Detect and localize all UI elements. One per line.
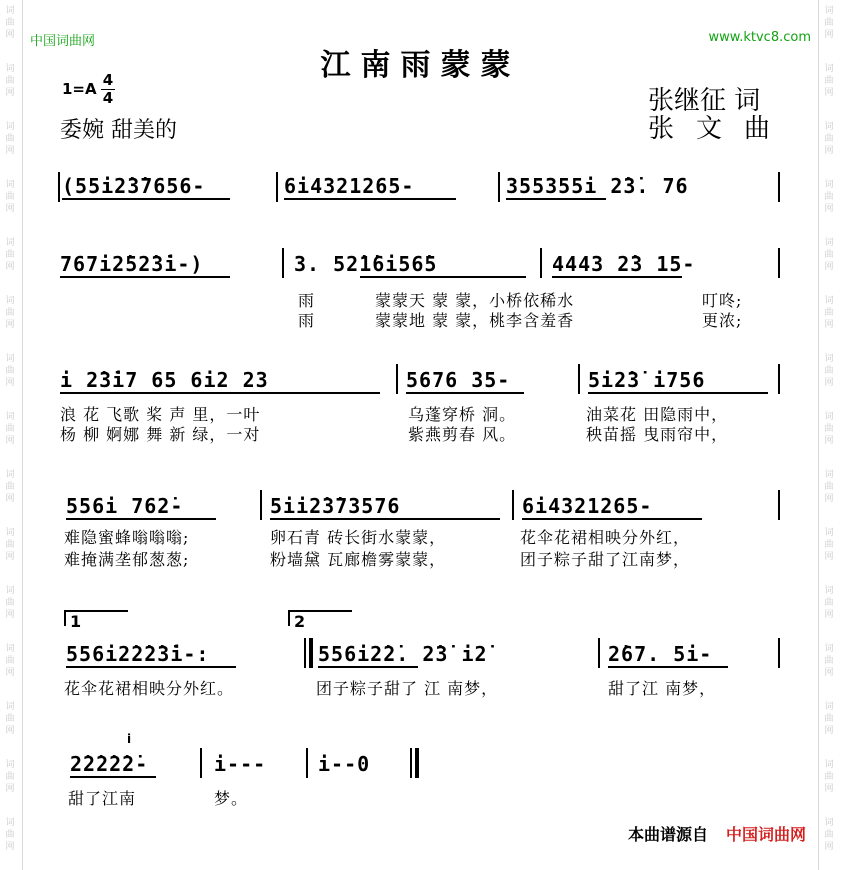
watermark-glyph: 网 [5,378,15,388]
watermark-glyph: 网 [5,784,15,794]
watermark-glyph: 词 [824,528,834,538]
watermark-glyph: 词 [824,296,834,306]
watermark-glyph: 词 [824,180,834,190]
watermark-glyph: 曲 [5,250,15,260]
measure: 556i 762̇- [66,494,184,518]
watermark-glyph: 网 [824,204,834,214]
lyric: 蒙蒙天 蒙 蒙，小桥依稀水 [375,291,575,310]
site-watermark-right[interactable]: www.ktvc8.com [708,30,811,45]
lyric: 粉墙黛 瓦廊檐雾蒙蒙， [270,550,447,569]
watermark-glyph: 词 [5,528,15,538]
watermark-glyph: 曲 [824,250,834,260]
watermark-glyph: 词 [5,6,15,16]
lyric: 杨 柳 婀娜 舞 新 绿，一对 [60,425,261,444]
watermark-glyph: 网 [824,320,834,330]
measure: i--- [214,752,267,776]
watermark-glyph: 曲 [5,656,15,666]
watermark-glyph: 词 [824,354,834,364]
watermark-glyph: 词 [5,296,15,306]
watermark-glyph: 网 [5,726,15,736]
performance-style: 委婉 甜美的 [60,118,177,143]
watermark-glyph: 网 [5,262,15,272]
lyric: 甜了江南 [68,789,137,808]
watermark-glyph: 词 [824,64,834,74]
watermark-glyph: 网 [5,436,15,446]
watermark-glyph: 曲 [5,540,15,550]
measure: 767i2̇52̇3̇i-) [60,252,204,276]
watermark-glyph: 网 [824,668,834,678]
watermark-glyph: 网 [824,494,834,504]
measure: i--0 [318,752,371,776]
watermark-glyph: 曲 [5,714,15,724]
measure: 4443 2̇3 15- [552,252,696,276]
watermark-glyph: 曲 [824,772,834,782]
measure: 5676 35- [406,368,511,392]
watermark-glyph: 网 [824,146,834,156]
watermark-glyph: 曲 [824,134,834,144]
watermark-glyph: 词 [5,644,15,654]
watermark-glyph: 网 [5,320,15,330]
watermark-glyph: 词 [824,412,834,422]
measure: 556i2̇2̇. 2̇3̇ i2̇ [318,642,488,666]
watermark-glyph: 词 [824,586,834,596]
watermark-glyph: 词 [824,644,834,654]
right-watermark-strip [818,0,841,870]
measure: 556i2̇2̇2̇3̇i-: [66,642,210,666]
measure: (55i2̇3̇7656- [62,174,206,198]
measure: 3. 52̇1̇6i56̇5 [294,252,438,276]
lyric: 更浓; [702,311,743,330]
watermark-glyph: 网 [5,88,15,98]
watermark-glyph: 词 [824,818,834,828]
measure: 6i4321265- [522,494,653,518]
key-signature: 1=A [62,80,97,98]
grace-note: i [127,732,132,746]
watermark-glyph: 曲 [5,134,15,144]
watermark-glyph: 曲 [5,192,15,202]
watermark-glyph: 网 [5,668,15,678]
song-title: 江南雨蒙蒙 [320,48,521,83]
left-watermark-strip [0,0,23,870]
watermark-glyph: 词 [824,760,834,770]
watermark-glyph: 网 [824,610,834,620]
lyric: 花伞花裙相映分外红， [520,528,691,547]
watermark-glyph: 词 [824,6,834,16]
watermark-glyph: 词 [5,238,15,248]
composer-credit: 张文曲 [648,114,793,144]
time-top: 4 [102,71,114,89]
watermark-glyph: 曲 [5,308,15,318]
watermark-glyph: 网 [824,436,834,446]
watermark-glyph: 词 [5,702,15,712]
watermark-glyph: 词 [5,470,15,480]
watermark-glyph: 网 [5,842,15,852]
lyric: 浪 花 飞歌 桨 声 里，一叶 [60,405,261,424]
watermark-glyph: 词 [5,122,15,132]
watermark-glyph: 网 [824,726,834,736]
lyric: 卵石青 砖长街水蒙蒙， [270,528,447,547]
watermark-glyph: 词 [824,238,834,248]
watermark-glyph: 网 [824,30,834,40]
lyric: 梦。 [214,789,249,808]
watermark-glyph: 曲 [5,18,15,28]
time-bottom: 4 [102,89,114,107]
watermark-glyph: 网 [5,30,15,40]
watermark-glyph: 网 [824,552,834,562]
watermark-glyph: 网 [824,88,834,98]
watermark-glyph: 曲 [824,598,834,608]
watermark-glyph: 词 [5,354,15,364]
lyric: 甜了江 南梦， [608,679,717,698]
lyric: 团子粽子甜了江南梦， [520,550,691,569]
measure: 5i2̇3̇ i756 [588,368,706,392]
watermark-glyph: 词 [5,818,15,828]
watermark-glyph: 曲 [5,830,15,840]
watermark-glyph: 曲 [824,18,834,28]
watermark-glyph: 曲 [5,772,15,782]
lyric: 雨 [298,291,316,310]
watermark-glyph: 曲 [824,540,834,550]
watermark-glyph: 网 [824,784,834,794]
watermark-glyph: 曲 [824,308,834,318]
watermark-glyph: 曲 [5,366,15,376]
measure: 355355i 2̇3̇. 76 [506,174,689,198]
watermark-glyph: 词 [5,586,15,596]
lyric: 油菜花 田隐雨中， [586,405,729,424]
lyric: 花伞花裙相映分外红。 [64,679,235,698]
lyric: 蒙蒙地 蒙 蒙，桃李含羞香 [375,311,575,330]
lyricist-credit: 张继征 词 [648,86,761,116]
watermark-glyph: 词 [5,412,15,422]
watermark-glyph: 曲 [5,424,15,434]
lyric: 团子粽子甜了 江 南梦， [316,679,499,698]
measure: 2̇2̇2̇2̇2̇- [70,752,149,776]
lyric: 叮咚; [702,291,743,310]
score-source [628,822,806,845]
lyric: 紫燕剪春 风。 [408,425,517,444]
watermark-glyph: 词 [5,760,15,770]
watermark-glyph: 曲 [824,482,834,492]
watermark-glyph: 网 [5,610,15,620]
measure: i 2̇3̇i7 65 6i2 23 [60,368,269,392]
watermark-glyph: 网 [824,262,834,272]
time-signature [101,73,115,106]
site-watermark-left[interactable]: 中国词曲网 [30,34,96,49]
watermark-glyph: 曲 [824,830,834,840]
lyric: 雨 [298,311,316,330]
watermark-glyph: 网 [5,494,15,504]
watermark-glyph: 曲 [5,482,15,492]
watermark-glyph: 曲 [824,656,834,666]
watermark-glyph: 曲 [824,424,834,434]
lyric: 难隐蜜蜂嗡嗡嗡; [64,528,190,547]
watermark-glyph: 网 [5,204,15,214]
watermark-glyph: 曲 [5,76,15,86]
lyric: 难掩满垄郁葱葱; [64,550,190,569]
source-label: 本曲谱源自 [627,825,708,844]
measure: 5ii2̇3̇73576 [270,494,401,518]
watermark-glyph: 词 [5,64,15,74]
watermark-glyph: 网 [5,552,15,562]
watermark-glyph: 曲 [5,598,15,608]
second-ending-label: 2 [294,612,306,631]
lyric: 秧苗摇 曳雨帘中， [586,425,729,444]
watermark-glyph: 网 [824,842,834,852]
measure: 6i4321265- [284,174,415,198]
first-ending-label: 1 [70,612,82,631]
watermark-glyph: 网 [824,378,834,388]
watermark-glyph: 曲 [824,192,834,202]
measure: 2̇67. 5i- [608,642,713,666]
watermark-glyph: 曲 [824,76,834,86]
source-brand[interactable]: 中国词曲网 [725,825,806,844]
watermark-glyph: 词 [5,180,15,190]
watermark-glyph: 词 [824,122,834,132]
watermark-glyph: 曲 [824,714,834,724]
watermark-glyph: 网 [5,146,15,156]
watermark-glyph: 词 [824,470,834,480]
lyric: 乌蓬穿桥 洞。 [408,405,517,424]
watermark-glyph: 曲 [824,366,834,376]
watermark-glyph: 词 [824,702,834,712]
